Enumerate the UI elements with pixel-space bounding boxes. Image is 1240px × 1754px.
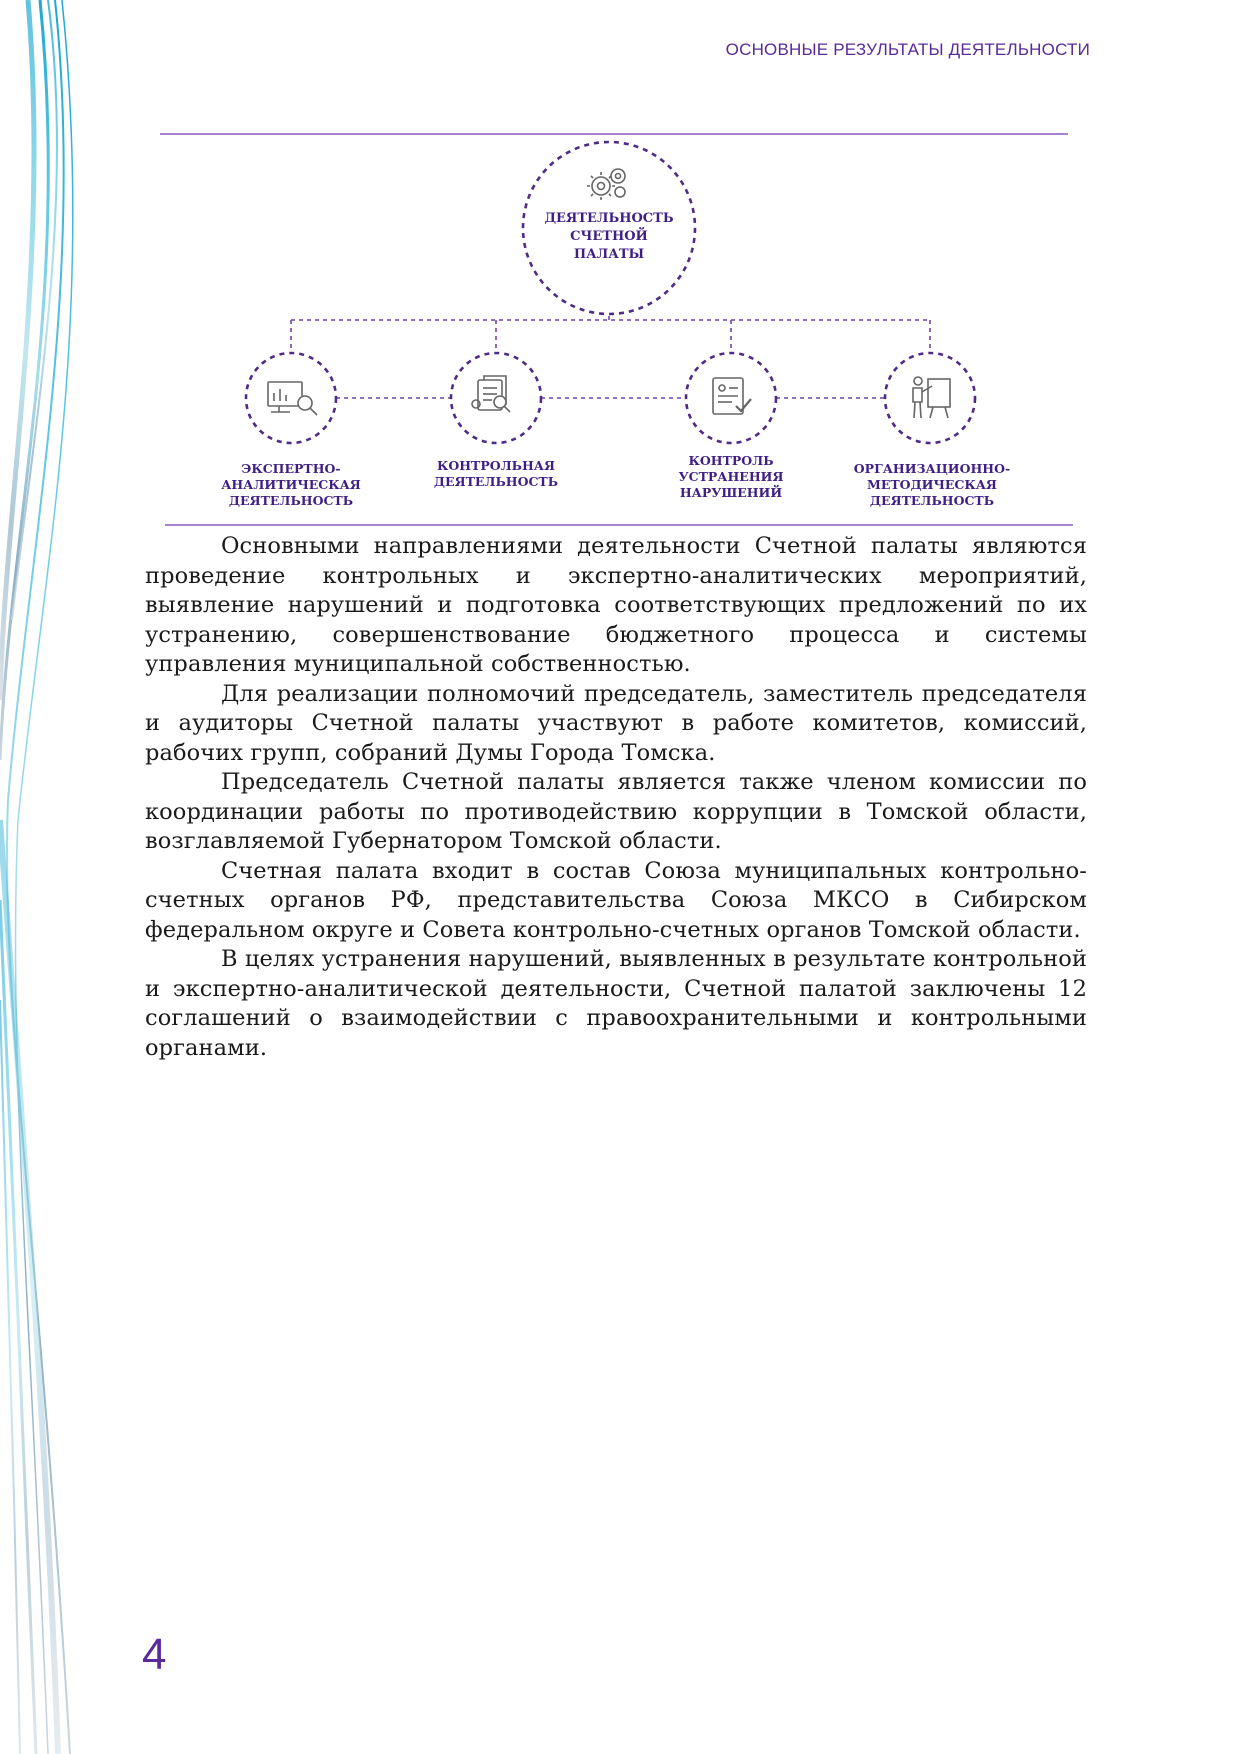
node-organizational-methodical (854, 353, 1010, 508)
center-label-line2: СЧЕТНОЙ (570, 229, 648, 244)
center-circle (523, 142, 695, 314)
node-label-line: ДЕЯТЕЛЬНОСТЬ (869, 493, 995, 508)
node-label-line: КОНТРОЛЬНАЯ (436, 458, 556, 473)
paragraph: В целях устранения нарушений, выявленных в результате контрольной и экспертно-аналитической деятельности, Счетной палатой заключены 12 соглашений о взаимодействии с правоохранительными и контрольными органами. (145, 946, 1087, 1061)
node-violation-control (679, 353, 784, 500)
node-control (434, 353, 558, 489)
section-header-title: ОСНОВНЫЕ РЕЗУЛЬТАТЫ ДЕЯТЕЛЬНОСТИ (725, 40, 1090, 59)
node-label-line: ДЕЯТЕЛЬНОСТЬ (433, 474, 559, 489)
node-label-line: УСТРАНЕНИЯ (678, 469, 784, 484)
page-number: 4 (142, 1630, 167, 1679)
diagram-connectors (291, 308, 930, 398)
paragraph: Председатель Счетной палаты является также членом комиссии по координации работы по противодействию коррупции в Томской области, возглавляемой Губернатором Томской области. (145, 769, 1087, 854)
center-label-line1: ДЕЯТЕЛЬНОСТЬ (544, 211, 674, 226)
node-label-line: ЭКСПЕРТНО- (241, 461, 341, 476)
paragraph: Для реализации полномочий председатель, заместитель председателя и аудиторы Счетной палаты участвуют в работе комитетов, комиссий, рабочих групп, собраний Думы Города Томска. (145, 680, 1087, 766)
node-label-line: КОНТРОЛЬ (688, 453, 774, 468)
node-label-line: ДЕЯТЕЛЬНОСТЬ (228, 493, 354, 508)
paragraph: Счетная палата входит в состав Союза муниципальных контрольно-счетных органов РФ, представительства Союза МКСО в Сибирском федеральном округе и Совета контрольно-счетных органов Томской области. (145, 857, 1087, 943)
center-label-line3: ПАЛАТЫ (573, 247, 645, 262)
paragraph: Основными направлениями деятельности Счетной палаты являются проведение контрольных и экспертно-аналитических мероприятий, выявление нарушений и подготовка соответствующих предложений по их устранению, совершенствование бюджетного процесса и системы управления муниципальной собственностью. (145, 533, 1087, 677)
node-label-line: МЕТОДИЧЕСКАЯ (867, 477, 997, 492)
node-label-line: ОРГАНИЗАЦИОННО- (853, 461, 1011, 476)
node-expert-analytical (221, 353, 361, 508)
node-label-line: АНАЛИТИЧЕСКАЯ (221, 477, 361, 492)
body-text (145, 532, 1087, 1063)
activity-diagram (0, 0, 1240, 540)
node-label-line: НАРУШЕНИЙ (679, 485, 783, 500)
